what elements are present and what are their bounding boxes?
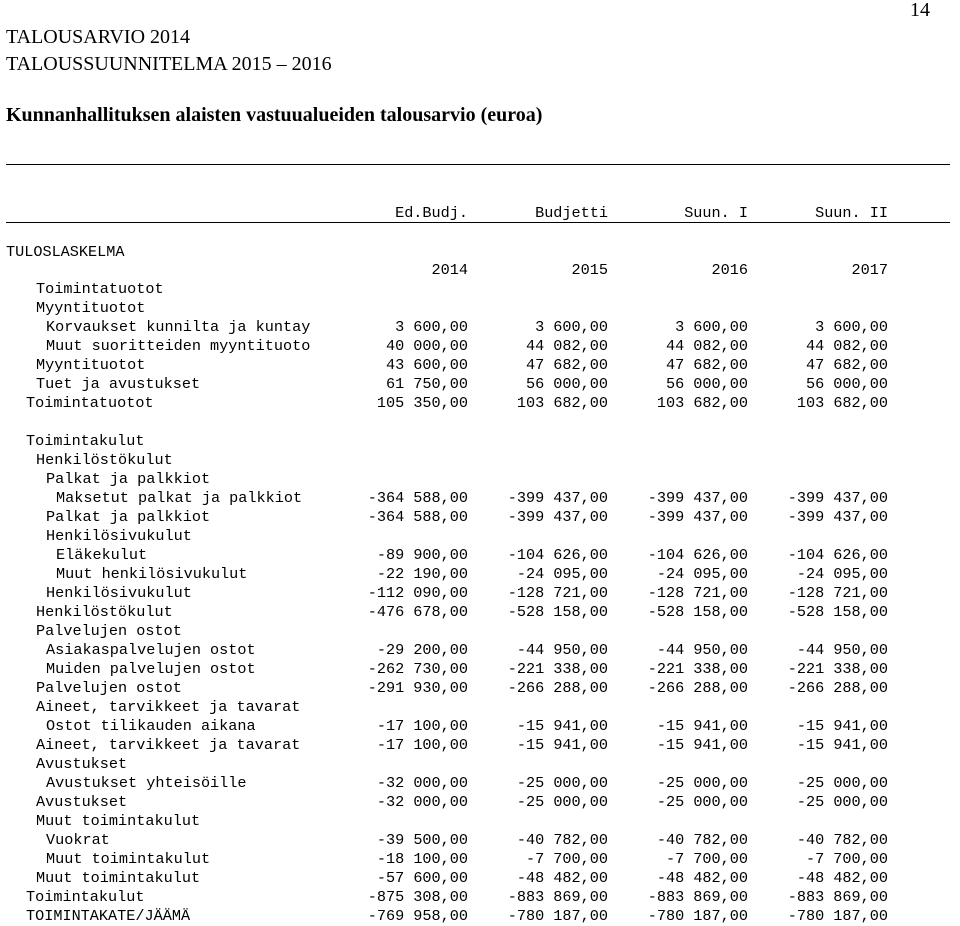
- row-value: -7 700,00: [665, 850, 748, 868]
- table-row: [0, 432, 960, 451]
- column-header-year: 2015: [571, 261, 608, 279]
- document-subtitle: TALOUSSUUNNITELMA 2015 – 2016: [6, 53, 332, 75]
- row-value: -291 930,00: [367, 679, 468, 697]
- row-label: Henkilösivukulut: [46, 584, 192, 602]
- row-value: -44 950,00: [796, 641, 888, 659]
- row-label: Aineet, tarvikkeet ja tavarat: [36, 698, 301, 716]
- column-header-year: 2016: [711, 261, 748, 279]
- header-rule: [6, 222, 950, 223]
- row-label: Henkilöstökulut: [36, 603, 173, 621]
- row-value: -15 941,00: [656, 736, 748, 754]
- row-value: -399 437,00: [787, 489, 888, 507]
- row-value: -364 588,00: [367, 508, 468, 526]
- row-label: Toimintatuotot: [26, 394, 154, 412]
- row-value: -17 100,00: [376, 736, 468, 754]
- row-value: -32 000,00: [376, 793, 468, 811]
- document-title: TALOUSARVIO 2014: [6, 26, 191, 48]
- table-row: [0, 584, 960, 603]
- row-value: 40 000,00: [385, 337, 468, 355]
- table-row: [0, 489, 960, 508]
- table-row: [0, 679, 960, 698]
- row-value: -29 200,00: [376, 641, 468, 659]
- row-label: Tuet ja avustukset: [36, 375, 201, 393]
- row-value: 43 600,00: [385, 356, 468, 374]
- row-value: -15 941,00: [516, 736, 608, 754]
- table-row: [0, 546, 960, 565]
- row-value: -780 187,00: [507, 907, 608, 925]
- row-value: -57 600,00: [376, 869, 468, 887]
- row-value: 47 682,00: [805, 356, 888, 374]
- row-value: -266 288,00: [647, 679, 748, 697]
- row-value: 56 000,00: [805, 375, 888, 393]
- table-row: [0, 717, 960, 736]
- row-label: Maksetut palkat ja palkkiot: [56, 489, 303, 507]
- table-row: [0, 793, 960, 812]
- row-value: -15 941,00: [796, 736, 888, 754]
- row-value: -104 626,00: [507, 546, 608, 564]
- row-value: 44 082,00: [665, 337, 748, 355]
- row-label: Asiakaspalvelujen ostot: [46, 641, 256, 659]
- table-row: [0, 394, 960, 413]
- table-row: [0, 565, 960, 584]
- row-value: -48 482,00: [796, 869, 888, 887]
- table-row: [0, 888, 960, 907]
- statement-title: TULOSLASKELMA: [6, 243, 125, 261]
- row-label: Henkilöstökulut: [36, 451, 173, 469]
- row-value: -48 482,00: [516, 869, 608, 887]
- table-row: [0, 508, 960, 527]
- row-value: 3 600,00: [675, 318, 748, 336]
- row-value: 3 600,00: [535, 318, 608, 336]
- table-row: [0, 318, 960, 337]
- row-value: 44 082,00: [525, 337, 608, 355]
- table-row: [0, 907, 960, 926]
- row-value: 3 600,00: [395, 318, 468, 336]
- table-row: [0, 641, 960, 660]
- row-value: -40 782,00: [796, 831, 888, 849]
- row-label: Palvelujen ostot: [36, 622, 182, 640]
- top-rule: [6, 164, 950, 165]
- table-row: [0, 850, 960, 869]
- row-label: Toimintakulut: [26, 888, 145, 906]
- row-label: Aineet, tarvikkeet ja tavarat: [36, 736, 301, 754]
- row-value: -883 869,00: [647, 888, 748, 906]
- row-value: -7 700,00: [525, 850, 608, 868]
- row-value: -22 190,00: [376, 565, 468, 583]
- row-value: -266 288,00: [507, 679, 608, 697]
- row-label: Eläkekulut: [56, 546, 148, 564]
- row-value: -780 187,00: [647, 907, 748, 925]
- row-value: -112 090,00: [367, 584, 468, 602]
- section-title: Kunnanhallituksen alaisten vastuualueiden talousarvio (euroa): [6, 104, 543, 126]
- column-header-label: Suun. II: [815, 204, 888, 222]
- row-value: -32 000,00: [376, 774, 468, 792]
- row-value: 56 000,00: [665, 375, 748, 393]
- row-value: 44 082,00: [805, 337, 888, 355]
- row-value: -25 000,00: [796, 774, 888, 792]
- column-header-label: Suun. I: [684, 204, 748, 222]
- page-number: 14: [910, 0, 930, 21]
- row-label: Avustukset: [36, 793, 128, 811]
- row-value: -48 482,00: [656, 869, 748, 887]
- row-label: Avustukset yhteisöille: [46, 774, 247, 792]
- row-value: -883 869,00: [507, 888, 608, 906]
- row-value: -7 700,00: [805, 850, 888, 868]
- row-value: -399 437,00: [507, 489, 608, 507]
- row-value: -44 950,00: [656, 641, 748, 659]
- table-row: [0, 622, 960, 641]
- table-row: [0, 299, 960, 318]
- table-row: [0, 755, 960, 774]
- row-value: 61 750,00: [385, 375, 468, 393]
- table-row: [0, 698, 960, 717]
- column-header-year: 2017: [851, 261, 888, 279]
- row-value: -780 187,00: [787, 907, 888, 925]
- row-label: Korvaukset kunnilta ja kuntay: [46, 318, 311, 336]
- row-value: -25 000,00: [656, 774, 748, 792]
- table-row: [0, 812, 960, 831]
- row-label: Toimintatuotot: [36, 280, 164, 298]
- row-value: 56 000,00: [525, 375, 608, 393]
- row-value: -364 588,00: [367, 489, 468, 507]
- row-label: Myyntituotot: [36, 356, 146, 374]
- row-value: -40 782,00: [516, 831, 608, 849]
- row-value: -221 338,00: [787, 660, 888, 678]
- row-value: -15 941,00: [796, 717, 888, 735]
- row-value: -528 158,00: [787, 603, 888, 621]
- row-label: TOIMINTAKATE/JÄÄMÄ: [26, 907, 191, 925]
- table-row: [0, 660, 960, 679]
- row-label: Muiden palvelujen ostot: [46, 660, 256, 678]
- row-label: Palkat ja palkkiot: [46, 470, 211, 488]
- row-value: -476 678,00: [367, 603, 468, 621]
- row-value: -104 626,00: [647, 546, 748, 564]
- row-value: -104 626,00: [787, 546, 888, 564]
- row-value: -266 288,00: [787, 679, 888, 697]
- row-value: -128 721,00: [787, 584, 888, 602]
- row-value: 47 682,00: [665, 356, 748, 374]
- column-header-label: Ed.Budj.: [395, 204, 468, 222]
- row-value: -528 158,00: [507, 603, 608, 621]
- table-row: [0, 831, 960, 850]
- row-value: -262 730,00: [367, 660, 468, 678]
- row-label: Ostot tilikauden aikana: [46, 717, 256, 735]
- budget-table: [0, 280, 960, 926]
- row-value: 47 682,00: [525, 356, 608, 374]
- row-value: -15 941,00: [656, 717, 748, 735]
- row-value: -18 100,00: [376, 850, 468, 868]
- row-label: Muut toimintakulut: [36, 869, 201, 887]
- row-value: -883 869,00: [787, 888, 888, 906]
- row-label: Muut henkilösivukulut: [56, 565, 248, 583]
- row-value: -399 437,00: [647, 489, 748, 507]
- row-label: Palvelujen ostot: [36, 679, 182, 697]
- row-value: -24 095,00: [656, 565, 748, 583]
- row-value: -128 721,00: [647, 584, 748, 602]
- row-value: -399 437,00: [507, 508, 608, 526]
- row-value: -875 308,00: [367, 888, 468, 906]
- table-row: [0, 451, 960, 470]
- row-value: -25 000,00: [656, 793, 748, 811]
- row-label: Avustukset: [36, 755, 128, 773]
- row-value: -221 338,00: [507, 660, 608, 678]
- table-row: [0, 280, 960, 299]
- row-label: Vuokrat: [46, 831, 110, 849]
- table-row: [0, 356, 960, 375]
- table-row: [0, 337, 960, 356]
- row-value: -15 941,00: [516, 717, 608, 735]
- table-row: [0, 603, 960, 622]
- row-value: 103 682,00: [516, 394, 608, 412]
- row-value: -769 958,00: [367, 907, 468, 925]
- column-header-year: 2014: [431, 261, 468, 279]
- column-header-label: Budjetti: [535, 204, 608, 222]
- row-value: -89 900,00: [376, 546, 468, 564]
- table-row: [0, 774, 960, 793]
- row-value: -40 782,00: [656, 831, 748, 849]
- row-value: -399 437,00: [787, 508, 888, 526]
- row-value: -24 095,00: [796, 565, 888, 583]
- table-row: [0, 470, 960, 489]
- row-label: Muut toimintakulut: [36, 812, 201, 830]
- row-label: Palkat ja palkkiot: [46, 508, 211, 526]
- row-value: 103 682,00: [656, 394, 748, 412]
- table-row: [0, 375, 960, 394]
- row-label: Henkilösivukulut: [46, 527, 192, 545]
- row-value: -25 000,00: [516, 793, 608, 811]
- table-row: [0, 869, 960, 888]
- row-label: Muut suoritteiden myyntituoto: [46, 337, 311, 355]
- row-value: -44 950,00: [516, 641, 608, 659]
- row-value: 105 350,00: [376, 394, 468, 412]
- row-value: -25 000,00: [516, 774, 608, 792]
- row-value: -17 100,00: [376, 717, 468, 735]
- row-value: -128 721,00: [507, 584, 608, 602]
- row-label: Muut toimintakulut: [46, 850, 211, 868]
- table-row: [0, 413, 960, 432]
- table-row: [0, 736, 960, 755]
- row-value: -24 095,00: [516, 565, 608, 583]
- row-value: -221 338,00: [647, 660, 748, 678]
- row-value: -25 000,00: [796, 793, 888, 811]
- row-label: Myyntituotot: [36, 299, 146, 317]
- row-value: 3 600,00: [815, 318, 888, 336]
- row-value: -528 158,00: [647, 603, 748, 621]
- row-value: -39 500,00: [376, 831, 468, 849]
- table-row: [0, 527, 960, 546]
- row-label: Toimintakulut: [26, 432, 145, 450]
- row-value: 103 682,00: [796, 394, 888, 412]
- row-value: -399 437,00: [647, 508, 748, 526]
